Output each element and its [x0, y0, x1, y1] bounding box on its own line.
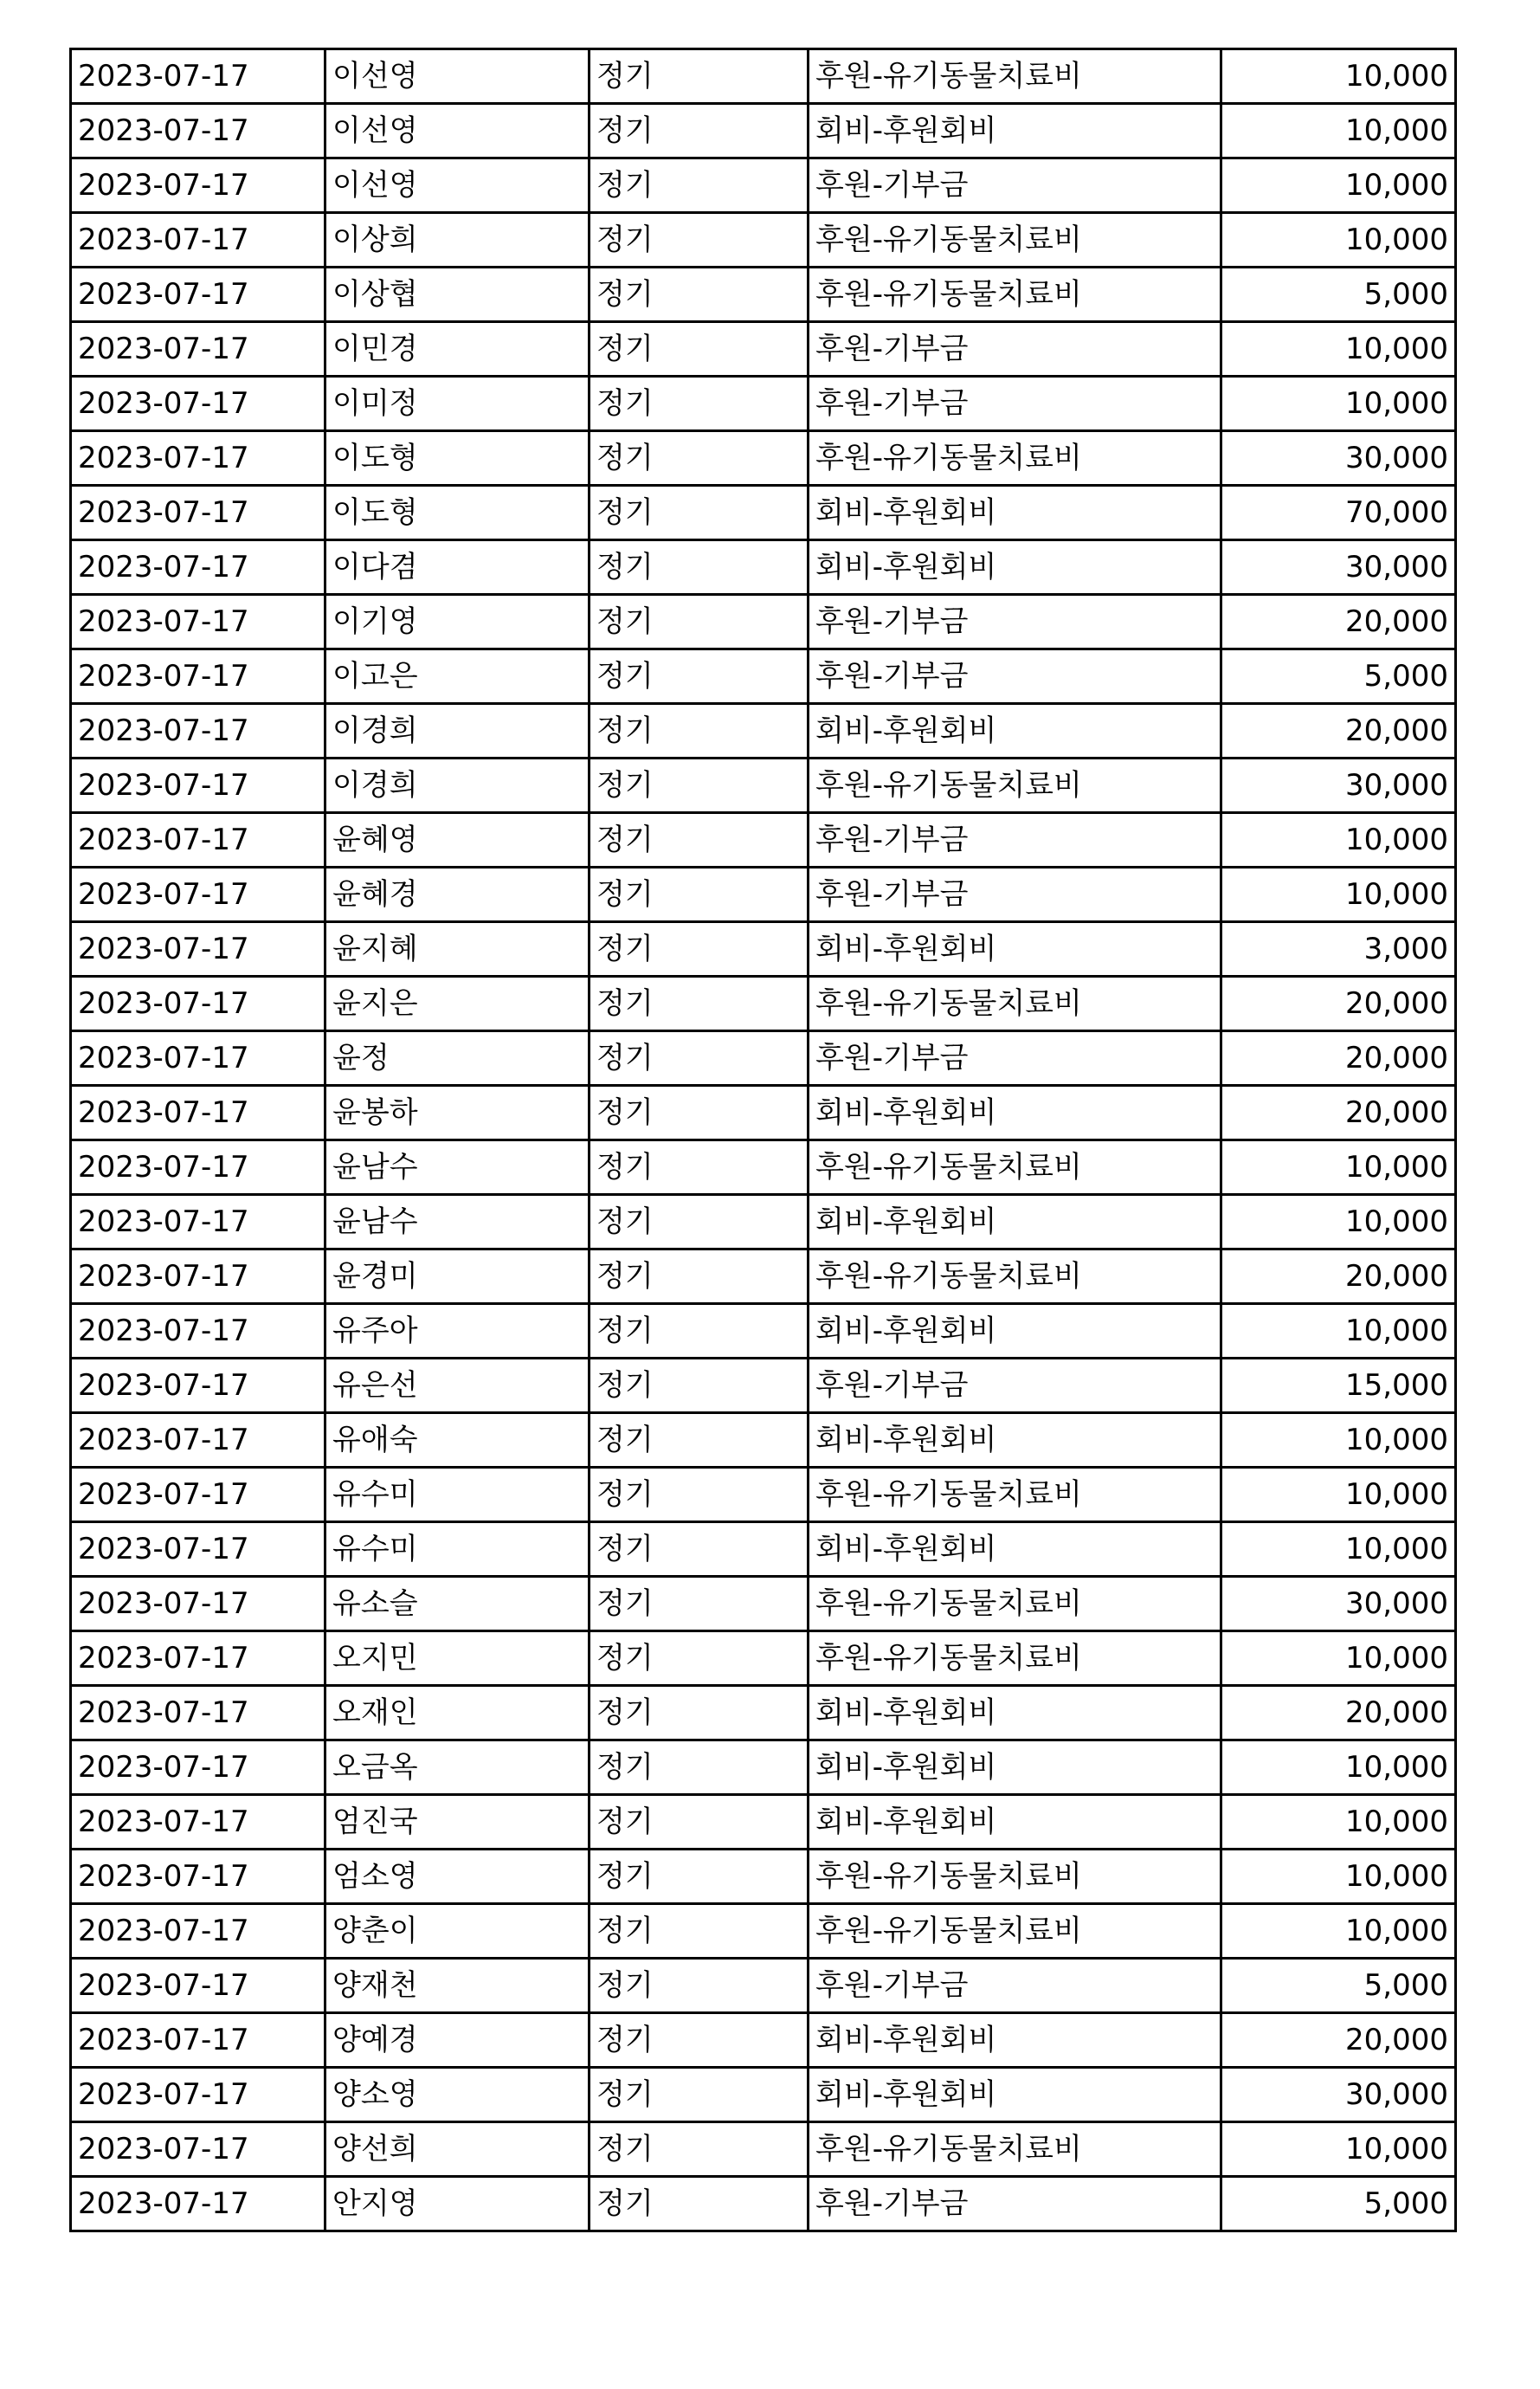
category-cell: 후원-유기동물치료비: [809, 1249, 1221, 1304]
amount-cell: 10,000: [1221, 1195, 1456, 1249]
table-row: [71, 1904, 1456, 1959]
amount-cell: 30,000: [1221, 2068, 1456, 2122]
table-row: [71, 1413, 1456, 1468]
amount-cell: 10,000: [1221, 1522, 1456, 1577]
donation-type-cell: 정기: [590, 1631, 809, 1686]
category-cell: 후원-기부금: [809, 595, 1221, 649]
donation-type-cell: 정기: [590, 486, 809, 540]
donor-name-cell: 이상희: [325, 213, 590, 268]
donor-name-cell: 양춘이: [325, 1904, 590, 1959]
amount-cell: 15,000: [1221, 1359, 1456, 1413]
date-cell: 2023-07-17: [71, 322, 325, 377]
category-cell: 회비-후원회비: [809, 1686, 1221, 1740]
amount-cell: 20,000: [1221, 2013, 1456, 2068]
date-cell: 2023-07-17: [71, 759, 325, 813]
date-cell: 2023-07-17: [71, 486, 325, 540]
category-cell: 후원-유기동물치료비: [809, 977, 1221, 1031]
date-cell: 2023-07-17: [71, 813, 325, 868]
table-row: [71, 104, 1456, 158]
donor-name-cell: 유애숙: [325, 1413, 590, 1468]
category-cell: 회비-후원회비: [809, 1195, 1221, 1249]
amount-cell: 10,000: [1221, 1140, 1456, 1195]
donation-type-cell: 정기: [590, 2068, 809, 2122]
date-cell: 2023-07-17: [71, 977, 325, 1031]
ledger-body: [71, 49, 1456, 2231]
amount-cell: 10,000: [1221, 1795, 1456, 1850]
table-row: [71, 1577, 1456, 1631]
category-cell: 후원-기부금: [809, 1031, 1221, 1086]
date-cell: 2023-07-17: [71, 2122, 325, 2177]
table-row: [71, 486, 1456, 540]
category-cell: 회비-후원회비: [809, 2013, 1221, 2068]
donor-name-cell: 유수미: [325, 1522, 590, 1577]
donation-type-cell: 정기: [590, 1577, 809, 1631]
category-cell: 후원-기부금: [809, 1959, 1221, 2013]
table-row: [71, 868, 1456, 922]
amount-cell: 10,000: [1221, 1468, 1456, 1522]
category-cell: 후원-유기동물치료비: [809, 431, 1221, 486]
amount-cell: 10,000: [1221, 322, 1456, 377]
amount-cell: 10,000: [1221, 377, 1456, 431]
category-cell: 후원-유기동물치료비: [809, 1631, 1221, 1686]
table-row: [71, 759, 1456, 813]
category-cell: 회비-후원회비: [809, 2068, 1221, 2122]
table-row: [71, 1086, 1456, 1140]
amount-cell: 10,000: [1221, 1631, 1456, 1686]
donor-name-cell: 윤지혜: [325, 922, 590, 977]
donation-type-cell: 정기: [590, 213, 809, 268]
amount-cell: 10,000: [1221, 1304, 1456, 1359]
donation-type-cell: 정기: [590, 977, 809, 1031]
amount-cell: 5,000: [1221, 2177, 1456, 2231]
table-row: [71, 2068, 1456, 2122]
date-cell: 2023-07-17: [71, 922, 325, 977]
date-cell: 2023-07-17: [71, 1904, 325, 1959]
donation-type-cell: 정기: [590, 158, 809, 213]
donation-type-cell: 정기: [590, 1795, 809, 1850]
date-cell: 2023-07-17: [71, 2177, 325, 2231]
amount-cell: 10,000: [1221, 1740, 1456, 1795]
amount-cell: 20,000: [1221, 1031, 1456, 1086]
table-row: [71, 158, 1456, 213]
donation-type-cell: 정기: [590, 1359, 809, 1413]
category-cell: 회비-후원회비: [809, 1795, 1221, 1850]
date-cell: 2023-07-17: [71, 1522, 325, 1577]
donor-name-cell: 윤지은: [325, 977, 590, 1031]
donor-name-cell: 이민경: [325, 322, 590, 377]
category-cell: 후원-유기동물치료비: [809, 1468, 1221, 1522]
table-row: [71, 1140, 1456, 1195]
amount-cell: 10,000: [1221, 104, 1456, 158]
date-cell: 2023-07-17: [71, 1631, 325, 1686]
donation-type-cell: 정기: [590, 1740, 809, 1795]
donor-name-cell: 양소영: [325, 2068, 590, 2122]
table-row: [71, 1795, 1456, 1850]
donor-name-cell: 윤경미: [325, 1249, 590, 1304]
donation-type-cell: 정기: [590, 1686, 809, 1740]
table-row: [71, 431, 1456, 486]
donor-name-cell: 오재인: [325, 1686, 590, 1740]
donor-name-cell: 이기영: [325, 595, 590, 649]
category-cell: 후원-기부금: [809, 377, 1221, 431]
donor-name-cell: 윤정: [325, 1031, 590, 1086]
table-row: [71, 1195, 1456, 1249]
category-cell: 후원-기부금: [809, 813, 1221, 868]
amount-cell: 3,000: [1221, 922, 1456, 977]
donor-name-cell: 이다겸: [325, 540, 590, 595]
amount-cell: 20,000: [1221, 1086, 1456, 1140]
date-cell: 2023-07-17: [71, 1795, 325, 1850]
amount-cell: 10,000: [1221, 1413, 1456, 1468]
donation-type-cell: 정기: [590, 1904, 809, 1959]
donor-name-cell: 이선영: [325, 49, 590, 104]
donation-type-cell: 정기: [590, 268, 809, 322]
category-cell: 후원-유기동물치료비: [809, 1577, 1221, 1631]
donor-name-cell: 이미정: [325, 377, 590, 431]
amount-cell: 10,000: [1221, 158, 1456, 213]
date-cell: 2023-07-17: [71, 540, 325, 595]
category-cell: 회비-후원회비: [809, 1304, 1221, 1359]
date-cell: 2023-07-17: [71, 1577, 325, 1631]
table-row: [71, 2177, 1456, 2231]
donation-type-cell: 정기: [590, 377, 809, 431]
category-cell: 회비-후원회비: [809, 1740, 1221, 1795]
donation-type-cell: 정기: [590, 104, 809, 158]
donor-name-cell: 이선영: [325, 104, 590, 158]
amount-cell: 10,000: [1221, 813, 1456, 868]
donation-type-cell: 정기: [590, 49, 809, 104]
donation-type-cell: 정기: [590, 1195, 809, 1249]
amount-cell: 10,000: [1221, 1850, 1456, 1904]
category-cell: 후원-유기동물치료비: [809, 1904, 1221, 1959]
category-cell: 후원-기부금: [809, 322, 1221, 377]
table-row: [71, 377, 1456, 431]
date-cell: 2023-07-17: [71, 1850, 325, 1904]
category-cell: 회비-후원회비: [809, 104, 1221, 158]
date-cell: 2023-07-17: [71, 104, 325, 158]
donation-type-cell: 정기: [590, 649, 809, 704]
category-cell: 후원-기부금: [809, 158, 1221, 213]
date-cell: 2023-07-17: [71, 704, 325, 759]
donor-name-cell: 이상협: [325, 268, 590, 322]
date-cell: 2023-07-17: [71, 1304, 325, 1359]
date-cell: 2023-07-17: [71, 377, 325, 431]
category-cell: 후원-기부금: [809, 2177, 1221, 2231]
amount-cell: 30,000: [1221, 540, 1456, 595]
donor-name-cell: 양재천: [325, 1959, 590, 2013]
donation-type-cell: 정기: [590, 1468, 809, 1522]
table-row: [71, 813, 1456, 868]
table-row: [71, 268, 1456, 322]
amount-cell: 20,000: [1221, 977, 1456, 1031]
donation-type-cell: 정기: [590, 813, 809, 868]
table-row: [71, 1959, 1456, 2013]
date-cell: 2023-07-17: [71, 158, 325, 213]
date-cell: 2023-07-17: [71, 1686, 325, 1740]
table-row: [71, 49, 1456, 104]
amount-cell: 20,000: [1221, 1249, 1456, 1304]
table-row: [71, 213, 1456, 268]
donor-name-cell: 유수미: [325, 1468, 590, 1522]
donor-name-cell: 윤혜경: [325, 868, 590, 922]
amount-cell: 20,000: [1221, 1686, 1456, 1740]
table-row: [71, 1522, 1456, 1577]
donor-name-cell: 양선희: [325, 2122, 590, 2177]
donor-name-cell: 이도형: [325, 486, 590, 540]
category-cell: 후원-기부금: [809, 868, 1221, 922]
amount-cell: 5,000: [1221, 649, 1456, 704]
table-row: [71, 595, 1456, 649]
donation-type-cell: 정기: [590, 2177, 809, 2231]
date-cell: 2023-07-17: [71, 1086, 325, 1140]
category-cell: 후원-유기동물치료비: [809, 213, 1221, 268]
category-cell: 후원-유기동물치료비: [809, 1140, 1221, 1195]
table-row: [71, 2122, 1456, 2177]
table-row: [71, 1031, 1456, 1086]
date-cell: 2023-07-17: [71, 268, 325, 322]
donor-name-cell: 윤봉하: [325, 1086, 590, 1140]
date-cell: 2023-07-17: [71, 649, 325, 704]
table-row: [71, 540, 1456, 595]
table-row: [71, 1359, 1456, 1413]
table-row: [71, 1468, 1456, 1522]
donation-type-cell: 정기: [590, 540, 809, 595]
donor-name-cell: 유주아: [325, 1304, 590, 1359]
date-cell: 2023-07-17: [71, 2013, 325, 2068]
donor-name-cell: 이고은: [325, 649, 590, 704]
date-cell: 2023-07-17: [71, 1249, 325, 1304]
date-cell: 2023-07-17: [71, 1140, 325, 1195]
donation-type-cell: 정기: [590, 1031, 809, 1086]
amount-cell: 10,000: [1221, 868, 1456, 922]
category-cell: 후원-유기동물치료비: [809, 49, 1221, 104]
category-cell: 후원-기부금: [809, 1359, 1221, 1413]
date-cell: 2023-07-17: [71, 1959, 325, 2013]
donation-type-cell: 정기: [590, 595, 809, 649]
date-cell: 2023-07-17: [71, 1468, 325, 1522]
donor-name-cell: 양예경: [325, 2013, 590, 2068]
table-row: [71, 704, 1456, 759]
category-cell: 후원-유기동물치료비: [809, 1850, 1221, 1904]
table-row: [71, 1850, 1456, 1904]
donor-name-cell: 윤혜영: [325, 813, 590, 868]
donation-type-cell: 정기: [590, 1850, 809, 1904]
donation-type-cell: 정기: [590, 922, 809, 977]
donation-type-cell: 정기: [590, 759, 809, 813]
donor-name-cell: 윤남수: [325, 1140, 590, 1195]
date-cell: 2023-07-17: [71, 1413, 325, 1468]
table-row: [71, 1631, 1456, 1686]
donation-type-cell: 정기: [590, 1413, 809, 1468]
amount-cell: 10,000: [1221, 1904, 1456, 1959]
donor-name-cell: 엄진국: [325, 1795, 590, 1850]
category-cell: 후원-유기동물치료비: [809, 2122, 1221, 2177]
donation-type-cell: 정기: [590, 1086, 809, 1140]
date-cell: 2023-07-17: [71, 49, 325, 104]
donation-type-cell: 정기: [590, 1304, 809, 1359]
amount-cell: 30,000: [1221, 1577, 1456, 1631]
donor-name-cell: 윤남수: [325, 1195, 590, 1249]
table-row: [71, 649, 1456, 704]
date-cell: 2023-07-17: [71, 213, 325, 268]
donor-name-cell: 이경희: [325, 704, 590, 759]
donation-type-cell: 정기: [590, 1959, 809, 2013]
amount-cell: 5,000: [1221, 268, 1456, 322]
date-cell: 2023-07-17: [71, 431, 325, 486]
amount-cell: 20,000: [1221, 595, 1456, 649]
category-cell: 후원-유기동물치료비: [809, 268, 1221, 322]
donor-name-cell: 안지영: [325, 2177, 590, 2231]
amount-cell: 30,000: [1221, 431, 1456, 486]
category-cell: 회비-후원회비: [809, 1086, 1221, 1140]
category-cell: 회비-후원회비: [809, 540, 1221, 595]
donation-type-cell: 정기: [590, 868, 809, 922]
category-cell: 후원-유기동물치료비: [809, 759, 1221, 813]
amount-cell: 10,000: [1221, 2122, 1456, 2177]
amount-cell: 20,000: [1221, 704, 1456, 759]
donation-type-cell: 정기: [590, 704, 809, 759]
category-cell: 회비-후원회비: [809, 704, 1221, 759]
table-row: [71, 1740, 1456, 1795]
table-row: [71, 977, 1456, 1031]
donor-name-cell: 이경희: [325, 759, 590, 813]
amount-cell: 10,000: [1221, 49, 1456, 104]
donation-type-cell: 정기: [590, 1249, 809, 1304]
amount-cell: 30,000: [1221, 759, 1456, 813]
donor-name-cell: 오금옥: [325, 1740, 590, 1795]
date-cell: 2023-07-17: [71, 1359, 325, 1413]
amount-cell: 70,000: [1221, 486, 1456, 540]
donation-type-cell: 정기: [590, 1522, 809, 1577]
donation-type-cell: 정기: [590, 431, 809, 486]
table-row: [71, 1249, 1456, 1304]
donation-type-cell: 정기: [590, 1140, 809, 1195]
donor-name-cell: 이선영: [325, 158, 590, 213]
table-row: [71, 2013, 1456, 2068]
category-cell: 회비-후원회비: [809, 922, 1221, 977]
category-cell: 회비-후원회비: [809, 486, 1221, 540]
date-cell: 2023-07-17: [71, 2068, 325, 2122]
amount-cell: 10,000: [1221, 213, 1456, 268]
donor-name-cell: 이도형: [325, 431, 590, 486]
donation-type-cell: 정기: [590, 2013, 809, 2068]
donation-type-cell: 정기: [590, 2122, 809, 2177]
category-cell: 회비-후원회비: [809, 1413, 1221, 1468]
table-row: [71, 1686, 1456, 1740]
date-cell: 2023-07-17: [71, 1195, 325, 1249]
category-cell: 후원-기부금: [809, 649, 1221, 704]
donor-name-cell: 유은선: [325, 1359, 590, 1413]
table-row: [71, 1304, 1456, 1359]
donor-name-cell: 엄소영: [325, 1850, 590, 1904]
donor-name-cell: 오지민: [325, 1631, 590, 1686]
amount-cell: 5,000: [1221, 1959, 1456, 2013]
table-row: [71, 922, 1456, 977]
date-cell: 2023-07-17: [71, 595, 325, 649]
table-row: [71, 322, 1456, 377]
donation-ledger-table: [69, 48, 1457, 2232]
date-cell: 2023-07-17: [71, 1031, 325, 1086]
category-cell: 회비-후원회비: [809, 1522, 1221, 1577]
date-cell: 2023-07-17: [71, 868, 325, 922]
date-cell: 2023-07-17: [71, 1740, 325, 1795]
donor-name-cell: 유소슬: [325, 1577, 590, 1631]
donation-type-cell: 정기: [590, 322, 809, 377]
